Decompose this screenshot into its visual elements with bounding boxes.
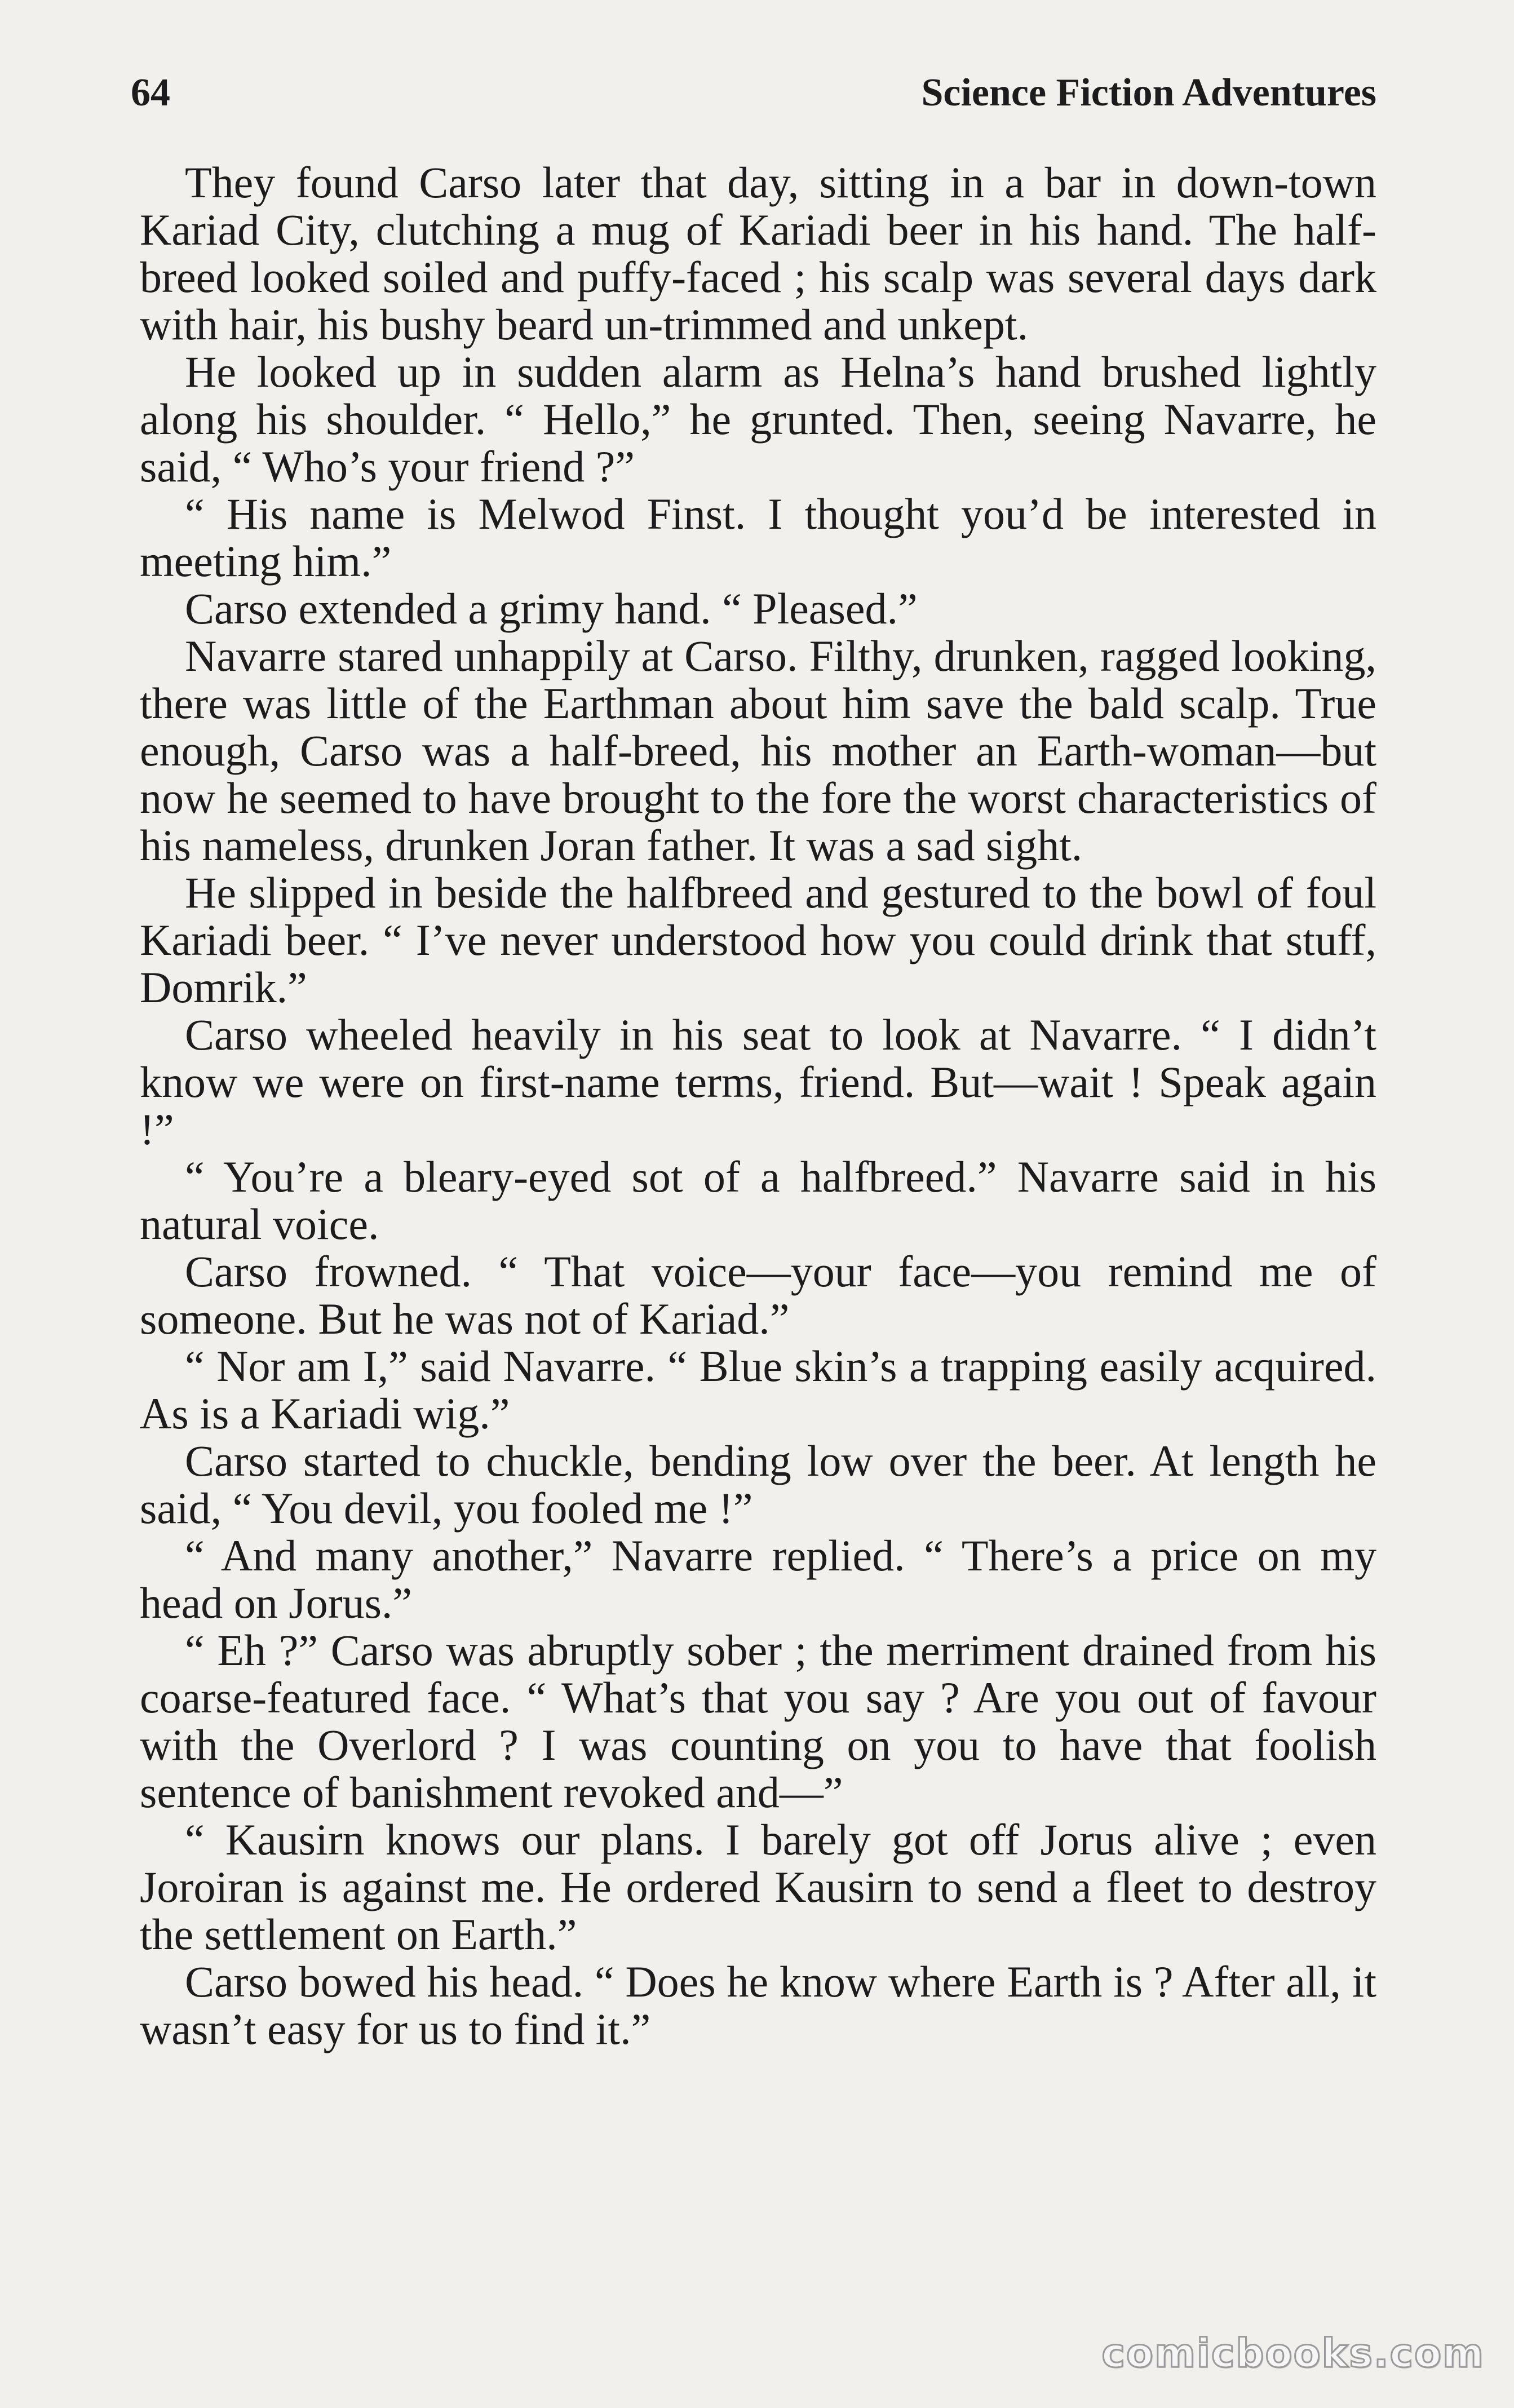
running-title: Science Fiction Adventures xyxy=(921,71,1376,114)
paragraph: He slipped in beside the halfbreed and gestured to the bowl of foul Kariadi beer. “ I’ve never understood how you could drink that stuff, Domrik.” xyxy=(140,868,1376,1012)
paragraph: Navarre stared unhappily at Carso. Filthy, drunken, ragged looking, there was little of the Earthman about him save the bald scalp. True enough, Carso was a half-breed, his mother an Earth-woman—but now he seemed to have brought to the fore the worst characteristics of his nameless, drunken Joran father. It was a sad sight. xyxy=(140,631,1376,870)
paragraph: They found Carso later that day, sitting in a bar in down-town Kariad City, clutching a mug of Kariadi beer in his hand. The half-breed looked soiled and puffy-faced ; his scalp was several days dark with hair, his bushy beard un-trimmed and unkept. xyxy=(140,158,1376,349)
paragraph: “ And many another,” Navarre replied. “ There’s a price on my head on Jorus.” xyxy=(140,1531,1376,1627)
paragraph: Carso extended a grimy hand. “ Pleased.” xyxy=(185,584,918,633)
paragraph: “ His name is Melwod Finst. I thought you’d be interested in meeting him.” xyxy=(140,489,1376,586)
body-text xyxy=(140,159,1376,2053)
paragraph: “ You’re a bleary-eyed sot of a halfbreed.” Navarre said in his natural voice. xyxy=(140,1152,1376,1249)
paragraph: “ Nor am I,” said Navarre. “ Blue skin’s a trapping easily acquired. As is a Kariadi wig.” xyxy=(140,1342,1376,1438)
paragraph: “ Kausirn knows our plans. I barely got off Jorus alive ; even Joroiran is against me. He ordered Kausirn to send a fleet to destroy the settlement on Earth.” xyxy=(140,1815,1376,1959)
paragraph: Carso bowed his head. “ Does he know where Earth is ? After all, it wasn’t easy for us to find it.” xyxy=(140,1957,1376,2053)
page-number: 64 xyxy=(131,71,170,114)
watermark: comicbooks.com xyxy=(1101,2330,1485,2376)
page-header xyxy=(131,62,1376,124)
paragraph: “ Eh ?” Carso was abruptly sober ; the merriment drained from his coarse-featured face. “ What’s that you say ? Are you out of favour with the Overlord ? I was counting on you to have that foolish sentence of banishment revoked and—” xyxy=(140,1626,1376,1817)
paragraph: Carso wheeled heavily in his seat to look at Navarre. “ I didn’t know we were on first-name terms, friend. But—wait ! Speak again !” xyxy=(140,1010,1376,1154)
paragraph: Carso started to chuckle, bending low over the beer. At length he said, “ You devil, you fooled me !” xyxy=(140,1436,1376,1533)
paragraph: He looked up in sudden alarm as Helna’s hand brushed lightly along his shoulder. “ Hello,” he grunted. Then, seeing Navarre, he said, “ Who’s your friend ?” xyxy=(140,347,1376,491)
paragraph: Carso frowned. “ That voice—your face—you remind me of someone. But he was not of Kariad.” xyxy=(140,1247,1376,1343)
